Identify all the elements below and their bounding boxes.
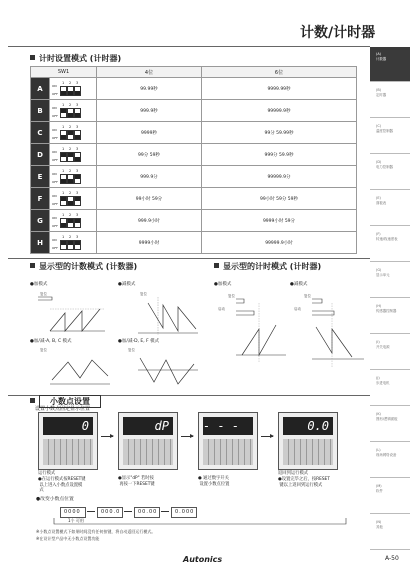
dip-lever <box>67 196 74 206</box>
sidebar-item-label: (B) <box>376 88 381 92</box>
sidebar-item-label: (C) <box>376 124 382 128</box>
keypad <box>43 439 93 465</box>
sidebar-item-text: 现场网络设备 <box>376 453 397 457</box>
sidebar-item-label: (F) <box>376 232 381 236</box>
sidebar-item-text: 开关电源 <box>376 345 390 349</box>
dip-lever <box>60 218 67 228</box>
display-value: 0.0 <box>307 419 329 433</box>
graph-reset-label: 复位 <box>228 294 235 298</box>
sidebar-item-label: (I) <box>376 340 380 344</box>
graph-updown-abc-wave <box>30 340 115 390</box>
display-screen <box>123 417 173 435</box>
sidebar-item-text: 步进电机 <box>376 381 390 385</box>
off-label: OFF <box>52 92 58 96</box>
header-divider <box>8 46 370 47</box>
graph-reset-label: 复位 <box>40 348 47 352</box>
arrow-right-icon <box>161 511 169 512</box>
graph-counter-updown-def <box>118 340 203 390</box>
dip-switch-cell <box>50 78 97 100</box>
dip-number: 3 <box>76 235 79 239</box>
sidebar-item[interactable] <box>370 299 410 334</box>
dip-number: 3 <box>76 103 79 107</box>
position-box <box>60 507 86 518</box>
dip-number: 2 <box>69 125 72 129</box>
dip-switch <box>60 213 88 228</box>
sidebar-item-label: (M) <box>376 484 382 488</box>
counter-display-heading <box>30 263 137 271</box>
table-row <box>31 188 357 210</box>
table-row <box>31 210 357 232</box>
graph-title: ●加/减-A, B, C 模式 <box>30 339 72 344</box>
dip-lever <box>67 86 74 96</box>
graph-counter-up-wave <box>30 283 115 338</box>
display-value: dP <box>154 419 169 433</box>
keypad <box>203 439 253 465</box>
graph-updown-def-wave <box>118 340 203 390</box>
decimal-subtitle: 设置小数点固定显示位置 <box>35 406 91 412</box>
sidebar-item-text: 面板表 <box>376 201 387 205</box>
value-4digit: 999.9小时 <box>97 210 202 232</box>
sidebar-item[interactable] <box>370 83 410 118</box>
timer-mode-title: 计时设置模式 (计时器) <box>39 54 122 63</box>
device-set-position <box>198 412 258 470</box>
off-label: OFF <box>52 114 58 118</box>
sidebar-item-label: (G) <box>376 268 382 272</box>
dip-number: 2 <box>69 81 72 85</box>
graph-title: ●加模式 <box>30 282 48 287</box>
sidebar-item-label: (K) <box>376 412 381 416</box>
sidebar-item-label: (N) <box>376 520 382 524</box>
dip-switch-cell <box>50 166 97 188</box>
counter-display-title: 显示型的计数模式 (计数器) <box>39 262 138 271</box>
arrow-right-icon <box>181 436 193 437</box>
value-6digit: 99999.9分 <box>202 166 357 188</box>
on-label: ON <box>52 194 57 198</box>
graph-reset-label: 复位 <box>128 348 135 352</box>
page-number: A-50 <box>385 555 399 562</box>
off-label: OFF <box>52 136 58 140</box>
sidebar-item[interactable] <box>370 227 410 262</box>
sidebar-item-text: 温度控制器 <box>376 129 393 133</box>
display-screen <box>43 417 93 435</box>
off-label: OFF <box>52 180 58 184</box>
caption-step-4: 返回到运行模式 ●设置完毕之后，按RESET 键以上返回到运行模式 <box>278 471 330 488</box>
value-4digit: 99分 59秒 <box>97 144 202 166</box>
square-bullet-icon <box>30 398 35 403</box>
caption-step-2: ●显示"dP" 若时按 再按一下RESET键 <box>118 476 155 487</box>
dip-lever <box>67 174 74 184</box>
sidebar-item-text: 计数器 <box>376 57 387 61</box>
dip-lever <box>67 152 74 162</box>
position-label: 1个 可用 <box>68 518 84 523</box>
display-value: - - - <box>203 419 240 433</box>
row-label: F <box>31 188 50 210</box>
sidebar-item-text: 显示单元 <box>376 273 390 277</box>
value-4digit: 9999秒 <box>97 122 202 144</box>
dip-lever <box>60 196 67 206</box>
brand-logo: Autonics <box>183 555 223 564</box>
dip-number: 2 <box>69 147 72 151</box>
dip-lever <box>60 130 67 140</box>
value-4digit: 9999小时 <box>97 232 202 254</box>
sidebar-item[interactable] <box>370 371 410 406</box>
value-4digit: 999.9秒 <box>97 100 202 122</box>
off-label: OFF <box>52 224 58 228</box>
col-6digit: 6位 <box>202 67 357 78</box>
position-loop-line <box>50 518 350 528</box>
dip-number: 2 <box>69 169 72 173</box>
row-label: D <box>31 144 50 166</box>
value-6digit: 9999小时 59分 <box>202 210 357 232</box>
on-label: ON <box>52 216 57 220</box>
dip-lever <box>74 240 81 250</box>
sidebar-item-label: (D) <box>376 160 382 164</box>
graph-timer-down <box>290 283 368 383</box>
on-label: ON <box>52 150 57 154</box>
dip-number: 3 <box>76 125 79 129</box>
value-6digit: 99999.9小时 <box>202 232 357 254</box>
table-row <box>31 166 357 188</box>
dip-lever <box>74 130 81 140</box>
dip-switch <box>60 191 88 206</box>
graph-reset-label: 复位 <box>140 292 147 296</box>
dip-lever <box>74 218 81 228</box>
timer-mode-heading <box>30 55 121 63</box>
dip-switch <box>60 125 88 140</box>
row-label: B <box>31 100 50 122</box>
value-4digit: 999.9分 <box>97 166 202 188</box>
dip-lever <box>74 152 81 162</box>
sidebar-item[interactable] <box>370 119 410 154</box>
decimal-title: 小数点设置 <box>39 395 101 408</box>
dip-number: 2 <box>69 103 72 107</box>
sidebar-item-label: (E) <box>376 196 381 200</box>
dip-lever <box>74 174 81 184</box>
caption-step-3: ● 通过数字开关 设置小数点位置 <box>198 476 230 487</box>
sidebar-item-label: (J) <box>376 376 380 380</box>
timer-display-title: 显示型的计时模式 (计时器) <box>223 262 322 271</box>
table-row <box>31 122 357 144</box>
device-dp-mode <box>118 412 178 470</box>
dip-number: 1 <box>62 81 65 85</box>
table-row <box>31 144 357 166</box>
position-value: 000.0 <box>101 509 121 515</box>
value-6digit: 999分 59.9秒 <box>202 144 357 166</box>
dip-number: 1 <box>62 103 65 107</box>
dip-number: 1 <box>62 147 65 151</box>
device-run-mode <box>38 412 98 470</box>
sidebar-item-text: 电力控制器 <box>376 165 393 169</box>
position-box <box>134 507 160 518</box>
arrow-right-icon <box>101 436 113 437</box>
dip-lever <box>67 108 74 118</box>
dip-number: 3 <box>76 213 79 217</box>
arrow-right-icon <box>261 436 273 437</box>
keypad <box>123 439 173 465</box>
value-6digit: 99小时 59分 59秒 <box>202 188 357 210</box>
arrow-right-icon <box>124 511 132 512</box>
dip-lever <box>67 218 74 228</box>
off-label: OFF <box>52 158 58 162</box>
dip-number: 2 <box>69 235 72 239</box>
page-title: 计数/计时器 <box>300 25 376 41</box>
note-1: ※小数点设置模式下如果时间没有任何按键，将自动返回运行模式。 <box>36 529 156 534</box>
sidebar-item[interactable] <box>370 191 410 226</box>
value-6digit: 99999.9秒 <box>202 100 357 122</box>
position-value: 00.00 <box>138 509 158 515</box>
dip-switch-cell <box>50 122 97 144</box>
keypad <box>283 439 333 465</box>
position-value: 0.000 <box>175 509 195 515</box>
graph-start-label: 启动 <box>294 307 301 311</box>
sidebar-item[interactable] <box>370 479 410 514</box>
sidebar <box>370 47 410 567</box>
dip-switch <box>60 103 88 118</box>
sidebar-item[interactable] <box>370 515 410 550</box>
graph-title: ●减模式 <box>290 282 308 287</box>
dip-number: 2 <box>69 213 72 217</box>
graph-counter-updown-abc <box>30 340 115 390</box>
display-value: 0 <box>81 419 89 433</box>
dip-number: 3 <box>76 191 79 195</box>
device-return-run <box>278 412 338 470</box>
dip-switch-cell <box>50 144 97 166</box>
dip-lever <box>74 108 81 118</box>
dip-number: 1 <box>62 213 65 217</box>
position-box <box>97 507 123 518</box>
dip-switch-cell <box>50 232 97 254</box>
dip-lever <box>60 86 67 96</box>
sidebar-item-text: 软件 <box>376 489 383 493</box>
position-title: ●改变小数点位置 <box>36 497 74 502</box>
square-bullet-icon <box>214 263 219 268</box>
dip-number: 1 <box>62 235 65 239</box>
graph-timer-down-wave <box>290 283 368 383</box>
caption-step-1: 运行模式 ●在运行模式按RESET键 以上进入小数点设置模 式 <box>38 471 86 494</box>
off-label: OFF <box>52 246 58 250</box>
timer-display-heading <box>214 263 321 271</box>
table-row <box>31 78 357 100</box>
dip-number: 3 <box>76 147 79 151</box>
value-4digit: 99.99秒 <box>97 78 202 100</box>
sidebar-item-label: (A) <box>376 52 381 56</box>
dip-number: 3 <box>76 169 79 173</box>
display-screen <box>203 417 253 435</box>
on-label: ON <box>52 172 57 176</box>
dip-lever <box>74 196 81 206</box>
col-4digit: 4位 <box>97 67 202 78</box>
value-6digit: 99分 59.99秒 <box>202 122 357 144</box>
row-label: C <box>31 122 50 144</box>
timer-mode-table <box>30 66 357 254</box>
sidebar-item[interactable] <box>370 47 410 82</box>
graph-title: ●减模式 <box>118 282 136 287</box>
on-label: ON <box>52 128 57 132</box>
table-row <box>31 100 357 122</box>
dip-lever <box>67 130 74 140</box>
dip-switch <box>60 169 88 184</box>
col-sw: SW1 <box>31 67 97 78</box>
dip-lever <box>60 174 67 184</box>
graph-reset-label: 复位 <box>40 292 47 296</box>
graph-title: ●加/减-D, E, F 模式 <box>118 339 160 344</box>
arrow-right-icon <box>87 511 95 512</box>
sidebar-item-text: 图形/逻辑面板 <box>376 417 398 421</box>
sidebar-item-text: 定时器 <box>376 93 387 97</box>
position-value: 0000 <box>64 509 81 515</box>
sidebar-item-text: 传感器控制器 <box>376 309 397 313</box>
sidebar-item-text: 转速/线速度表 <box>376 237 398 241</box>
dip-lever <box>74 86 81 96</box>
square-bullet-icon <box>30 263 35 268</box>
dip-number: 2 <box>69 191 72 195</box>
value-4digit: 99小时 59分 <box>97 188 202 210</box>
row-label: E <box>31 166 50 188</box>
sidebar-item[interactable] <box>370 155 410 190</box>
dip-lever <box>60 240 67 250</box>
dip-lever <box>67 240 74 250</box>
dip-lever <box>60 108 67 118</box>
on-label: ON <box>52 106 57 110</box>
sidebar-item[interactable] <box>370 335 410 370</box>
dip-switch-cell <box>50 188 97 210</box>
dip-number: 3 <box>76 81 79 85</box>
dip-switch <box>60 81 88 96</box>
row-label: H <box>31 232 50 254</box>
graph-timer-up <box>214 283 289 383</box>
graph-title: ●加模式 <box>214 282 232 287</box>
graph-timer-up-wave <box>214 283 289 383</box>
off-label: OFF <box>52 202 58 206</box>
value-6digit: 9999.99秒 <box>202 78 357 100</box>
table-row <box>31 232 357 254</box>
dip-number: 1 <box>62 169 65 173</box>
dip-switch <box>60 147 88 162</box>
dip-number: 1 <box>62 191 65 195</box>
graph-start-label: 启动 <box>218 307 225 311</box>
graph-counter-up <box>30 283 115 338</box>
position-box <box>171 507 197 518</box>
graph-reset-label: 复位 <box>304 294 311 298</box>
sidebar-item-label: (H) <box>376 304 382 308</box>
row-label: G <box>31 210 50 232</box>
graph-counter-down <box>118 283 203 338</box>
dip-number: 1 <box>62 125 65 129</box>
square-bullet-icon <box>30 55 35 60</box>
sidebar-item[interactable] <box>370 263 410 298</box>
decimal-heading <box>30 398 101 406</box>
dip-switch <box>60 235 88 250</box>
dip-lever <box>60 152 67 162</box>
display-screen <box>283 417 333 435</box>
note-2: ※在设计型产品中无小数点设置功能 <box>36 536 100 541</box>
row-label: A <box>31 78 50 100</box>
dip-switch-cell <box>50 210 97 232</box>
on-label: ON <box>52 84 57 88</box>
sidebar-item[interactable] <box>370 407 410 442</box>
on-label: ON <box>52 238 57 242</box>
sidebar-item-text: 其他 <box>376 525 383 529</box>
sidebar-item-label: (L) <box>376 448 381 452</box>
sidebar-item[interactable] <box>370 443 410 478</box>
section-divider-1 <box>8 258 370 259</box>
dip-switch-cell <box>50 100 97 122</box>
graph-counter-down-wave <box>118 283 203 338</box>
